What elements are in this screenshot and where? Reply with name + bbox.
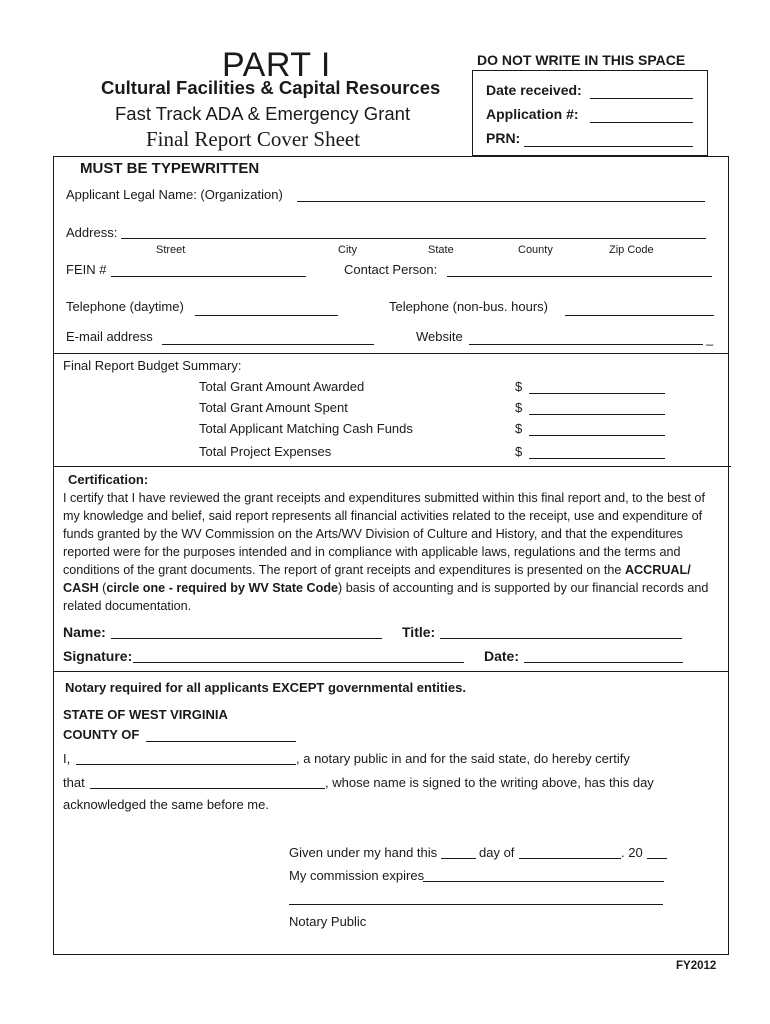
legal-name-field[interactable] (297, 201, 705, 202)
divider-budget (53, 353, 729, 354)
dollar-sign: $ (515, 379, 523, 394)
notary-public-label: Notary Public (289, 914, 367, 929)
notary-state: STATE OF WEST VIRGINIA (63, 707, 228, 722)
fiscal-year-code: FY2012 (676, 960, 717, 972)
form-title-line3: Final Report Cover Sheet (146, 127, 361, 151)
divider-notary (53, 671, 729, 672)
application-number-field[interactable] (590, 122, 693, 123)
county-caption: County (518, 244, 553, 256)
certification-title: Certification: (68, 472, 149, 487)
email-field[interactable] (162, 344, 374, 345)
application-number-label: Application #: (486, 106, 579, 122)
must-be-typewritten: MUST BE TYPEWRITTEN (80, 160, 260, 177)
date-received-field[interactable] (590, 98, 693, 99)
prn-label: PRN: (486, 130, 521, 146)
contact-person-label: Contact Person: (344, 262, 438, 277)
commission-expires-field[interactable] (423, 881, 664, 882)
notary-that-tail: , whose name is signed to the writing above, has this day (325, 775, 654, 790)
contact-person-field[interactable] (447, 276, 712, 277)
certification-text (63, 489, 723, 615)
office-box-title: DO NOT WRITE IN THIS SPACE (477, 52, 686, 68)
given-day-field[interactable] (441, 858, 476, 859)
divider-certification (53, 466, 731, 467)
fein-field[interactable] (111, 276, 306, 277)
cert-title-field[interactable] (440, 638, 682, 639)
notary-that-label: that (63, 775, 85, 790)
telephone-nonbus-field[interactable] (565, 315, 714, 316)
website-field[interactable] (469, 344, 703, 345)
notary-signer-field[interactable] (90, 788, 325, 789)
address-label: Address: (66, 225, 118, 240)
cert-date-label: Date: (484, 648, 520, 664)
telephone-day-field[interactable] (195, 315, 338, 316)
notary-i-label: I, (63, 751, 71, 766)
prn-field[interactable] (524, 146, 693, 147)
fein-label: FEIN # (66, 262, 107, 277)
cert-title-label: Title: (402, 624, 436, 640)
dollar-sign: $ (515, 421, 523, 436)
given-under-hand-label: Given under my hand this (289, 845, 438, 860)
form-title-line2: Fast Track ADA & Emergency Grant (115, 103, 411, 124)
state-caption: State (428, 244, 454, 256)
budget-row-label: Total Project Expenses (199, 444, 332, 459)
notary-acknowledged: acknowledged the same before me. (63, 797, 269, 812)
legal-name-label: Applicant Legal Name: (Organization) (66, 187, 283, 202)
street-caption: Street (156, 244, 186, 256)
city-caption: City (338, 244, 357, 256)
notary-signature-field[interactable] (289, 904, 663, 905)
notary-name-field[interactable] (76, 764, 296, 765)
part-title: PART I (222, 46, 331, 84)
email-label: E-mail address (66, 329, 153, 344)
form-title-line1: Cultural Facilities & Capital Resources (101, 77, 441, 98)
cert-date-field[interactable] (524, 662, 683, 663)
budget-summary-title: Final Report Budget Summary: (63, 358, 242, 373)
given-month-field[interactable] (519, 858, 621, 859)
given-year-field[interactable] (647, 858, 667, 859)
given-year-prefix: . 20 (621, 845, 643, 860)
given-day-of-label: day of (479, 845, 515, 860)
website-trailing: _ (706, 331, 714, 346)
budget-row-label: Total Grant Amount Spent (199, 400, 348, 415)
zip-caption: Zip Code (609, 244, 654, 256)
dollar-sign: $ (515, 400, 523, 415)
date-received-label: Date received: (486, 82, 582, 98)
budget-row-label: Total Applicant Matching Cash Funds (199, 421, 413, 436)
budget-row-label: Total Grant Amount Awarded (199, 379, 365, 394)
commission-expires-label: My commission expires (289, 868, 425, 883)
accrual-cash-option[interactable]: ACCRUAL/ CASH (63, 563, 691, 595)
cert-name-label: Name: (63, 624, 106, 640)
cert-signature-label: Signature: (63, 648, 133, 664)
certification-text-part2: ( (98, 581, 107, 595)
certification-text-part3: ) basis of accounting and is supported by our financial records and related documentation. (63, 581, 709, 613)
notary-i-tail: , a notary public in and for the said state, do hereby certify (296, 751, 630, 766)
notary-county-field[interactable] (146, 741, 296, 742)
notary-required-note: Notary required for all applicants EXCEPT governmental entities. (65, 680, 466, 695)
certification-text-part1: I certify that I have reviewed the grant receipts and expenditures submitted within this final report and, to the best of my knowledge and belief, said report represents all financial activities related to the receipt, use and expenditure of funds granted by the WV Commission on the Arts/WV Division of Culture and History, and that the expenditures reported were for the purposes intended and in compliance with applicable laws, regulations and the terms and conditions of the grant documents. The report of grant receipts and expenditures is presented on the (63, 491, 705, 577)
matching-funds-field[interactable] (529, 435, 665, 436)
grant-awarded-field[interactable] (529, 393, 665, 394)
telephone-day-label: Telephone (daytime) (66, 299, 184, 314)
address-field[interactable] (121, 238, 706, 239)
circle-one-note: circle one - required by WV State Code (106, 581, 339, 595)
project-expenses-field[interactable] (529, 458, 665, 459)
notary-county-label: COUNTY OF (63, 727, 140, 742)
cert-name-field[interactable] (111, 638, 382, 639)
grant-spent-field[interactable] (529, 414, 665, 415)
website-label: Website (416, 329, 463, 344)
cert-signature-field[interactable] (133, 662, 464, 663)
dollar-sign: $ (515, 444, 523, 459)
telephone-nonbus-label: Telephone (non-bus. hours) (389, 299, 548, 314)
